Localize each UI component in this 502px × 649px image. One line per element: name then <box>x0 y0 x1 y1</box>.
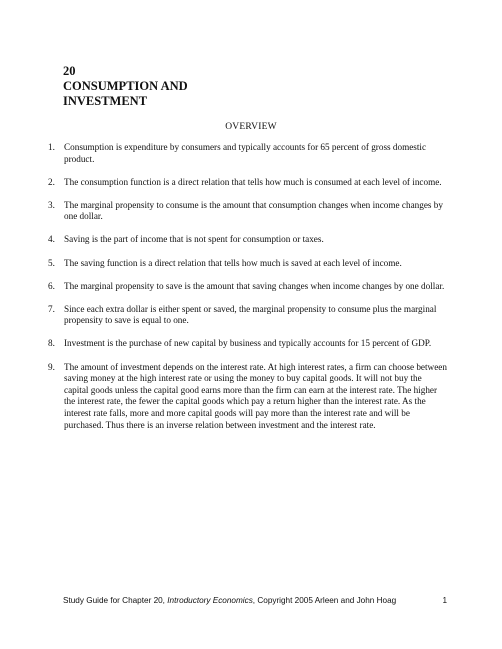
list-item-number: 4. <box>48 234 55 245</box>
list-item <box>48 304 448 327</box>
list-item-number: 3. <box>48 199 55 210</box>
overview-list <box>48 142 448 443</box>
chapter-heading <box>63 64 188 109</box>
footer-prefix: Study Guide for Chapter 20, <box>63 596 168 605</box>
list-item <box>48 200 448 223</box>
footer-book-title: Introductory Economics <box>167 596 253 605</box>
list-item-number: 8. <box>48 338 55 349</box>
list-item-number: 6. <box>48 280 55 291</box>
list-item-number: 5. <box>48 257 55 268</box>
list-item-text: The consumption function is a direct relation that tells how much is consumed at each level of income. <box>64 176 442 187</box>
list-item <box>48 338 448 350</box>
list-item-text: The amount of investment depends on the interest rate. At high interest rates, a firm can choose between saving money at the high interest rate or using the money to buy capital goods. It will not buy the capital goods unless the capital good earns more than the firm can earn at the interest rate. The higher the interest rate, the fewer the capital goods which pay a return higher than the interest rate. As the interest rate falls, more and more capital goods will pay more than the interest rate and will be purchased. Thus there is an inverse relation between investment and the interest rate. <box>64 361 447 430</box>
page-footer <box>63 596 447 605</box>
list-item <box>48 281 448 293</box>
list-item-number: 2. <box>48 176 55 187</box>
list-item <box>48 362 448 432</box>
list-item <box>48 258 448 270</box>
list-item <box>48 142 448 165</box>
list-item-text: Since each extra dollar is either spent or saved, the marginal propensity to consume plus the marginal propensity to save is equal to one. <box>64 303 437 326</box>
list-item <box>48 234 448 246</box>
list-item <box>48 177 448 189</box>
overview-title: OVERVIEW <box>225 122 277 132</box>
chapter-title-line-1: CONSUMPTION AND <box>63 79 188 93</box>
list-item-text: Consumption is expenditure by consumers and typically accounts for 65 percent of gross domestic product. <box>64 142 427 164</box>
page-number: 1 <box>442 596 447 605</box>
footer-suffix: , Copyright 2005 Arleen and John Hoag <box>252 596 397 605</box>
chapter-number: 20 <box>63 64 76 78</box>
list-item-text: The marginal propensity to consume is the amount that consumption changes when income changes by one dollar. <box>64 199 443 222</box>
list-item-text: The saving function is a direct relation that tells how much is saved at each level of income. <box>64 257 402 268</box>
list-item-text: Saving is the part of income that is not spent for consumption or taxes. <box>64 234 324 245</box>
chapter-title-line-2: INVESTMENT <box>63 94 148 108</box>
list-item-text: The marginal propensity to save is the amount that saving changes when income changes by one dollar. <box>64 280 445 291</box>
list-item-number: 7. <box>48 303 55 314</box>
list-item-text: Investment is the purchase of new capital by business and typically accounts for 15 percent of GDP. <box>64 338 432 349</box>
list-item-number: 9. <box>48 361 55 372</box>
list-item-number: 1. <box>48 142 55 152</box>
